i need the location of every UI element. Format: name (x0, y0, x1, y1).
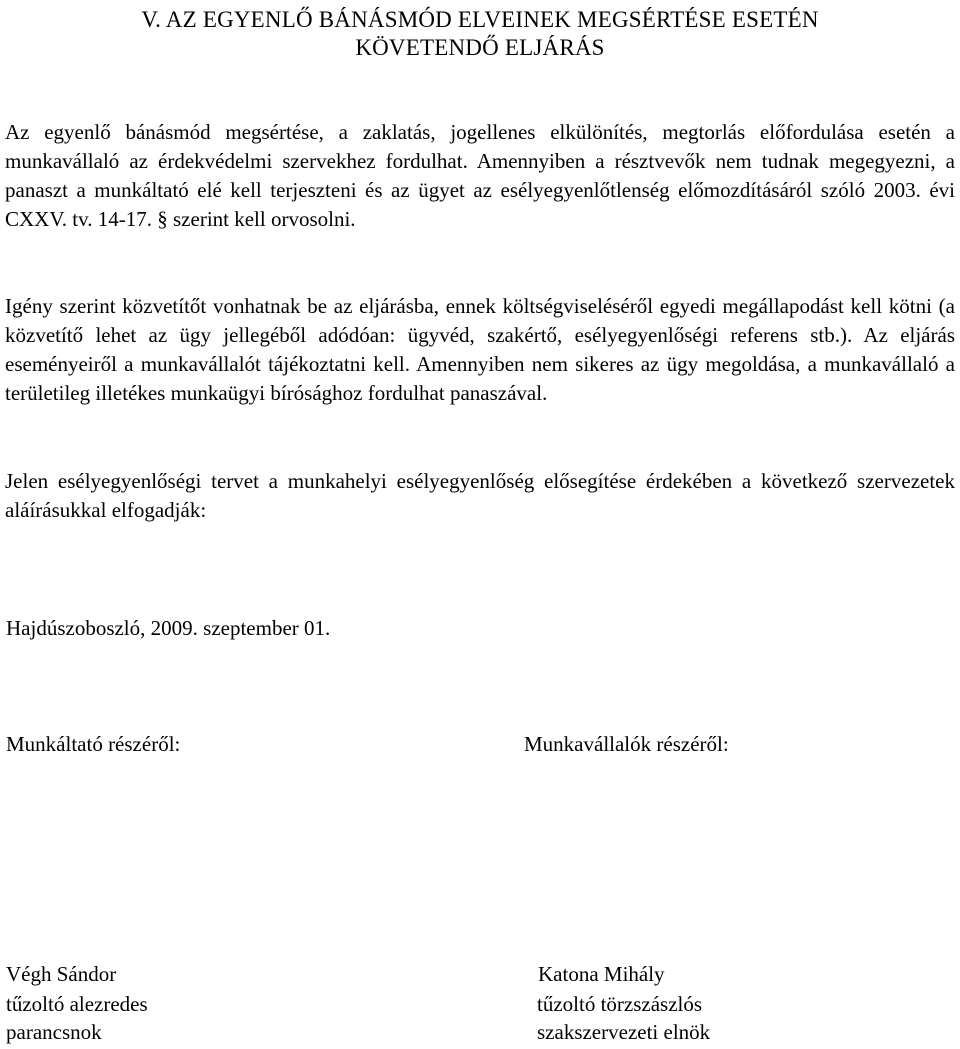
paragraph-adoption: Jelen esélyegyenlőségi tervet a munkahelyi esélyegyenlőség elősegítése érdekében a következő szervezetek aláírásukkal elfogadják: (5, 469, 955, 522)
employees-label: Munkavállalók részéről: (524, 732, 729, 756)
signatory-left-name: Végh Sándor (6, 962, 117, 986)
paragraph-mediator: Igény szerint közvetítőt vonhatnak be az eljárásba, ennek költségviseléséről egyedi megállapodást kell kötni (a közvetítő lehet az ügy jellegéből adódóan: ügyvéd, szakértő, esélyegyenlőségi referens stb.). Az eljárás eseményeiről a munkavállalót tájékoztatni kell. Amennyiben nem sikeres az ügy megoldása, a munkavállaló a területileg illetékes munkaügyi bírósághoz fordulhat panaszával. (5, 294, 955, 405)
section-heading-line2: KÖVETENDŐ ELJÁRÁS (355, 35, 605, 60)
signatory-left-role: parancsnok (6, 1020, 102, 1044)
signatory-right-name: Katona Mihály (538, 962, 665, 986)
place-and-date: Hajdúszoboszló, 2009. szeptember 01. (6, 616, 331, 640)
employer-label: Munkáltató részéről: (6, 732, 181, 756)
signatory-left-rank: tűzoltó alezredes (6, 992, 148, 1016)
signatory-right-rank: tűzoltó törzszászlós (537, 992, 703, 1016)
paragraph-complaint-procedure: Az egyenlő bánásmód megsértése, a zaklatás, jogellenes elkülönítés, megtorlás előfordulása esetén a munkavállaló az érdekvédelmi szervekhez fordulhat. Amennyiben a résztvevők nem tudnak megegyezni, a panaszt a munkáltató elé kell terjeszteni és az ügyet az esélyegyenlőtlenség előmozdításáról szóló 2003. évi CXXV. tv. 14-17. § szerint kell orvosolni. (5, 120, 955, 231)
section-heading-line1: V. AZ EGYENLŐ BÁNÁSMÓD ELVEINEK MEGSÉRTÉSE ESETÉN (141, 7, 819, 32)
signatory-right-role: szakszervezeti elnök (537, 1020, 711, 1044)
